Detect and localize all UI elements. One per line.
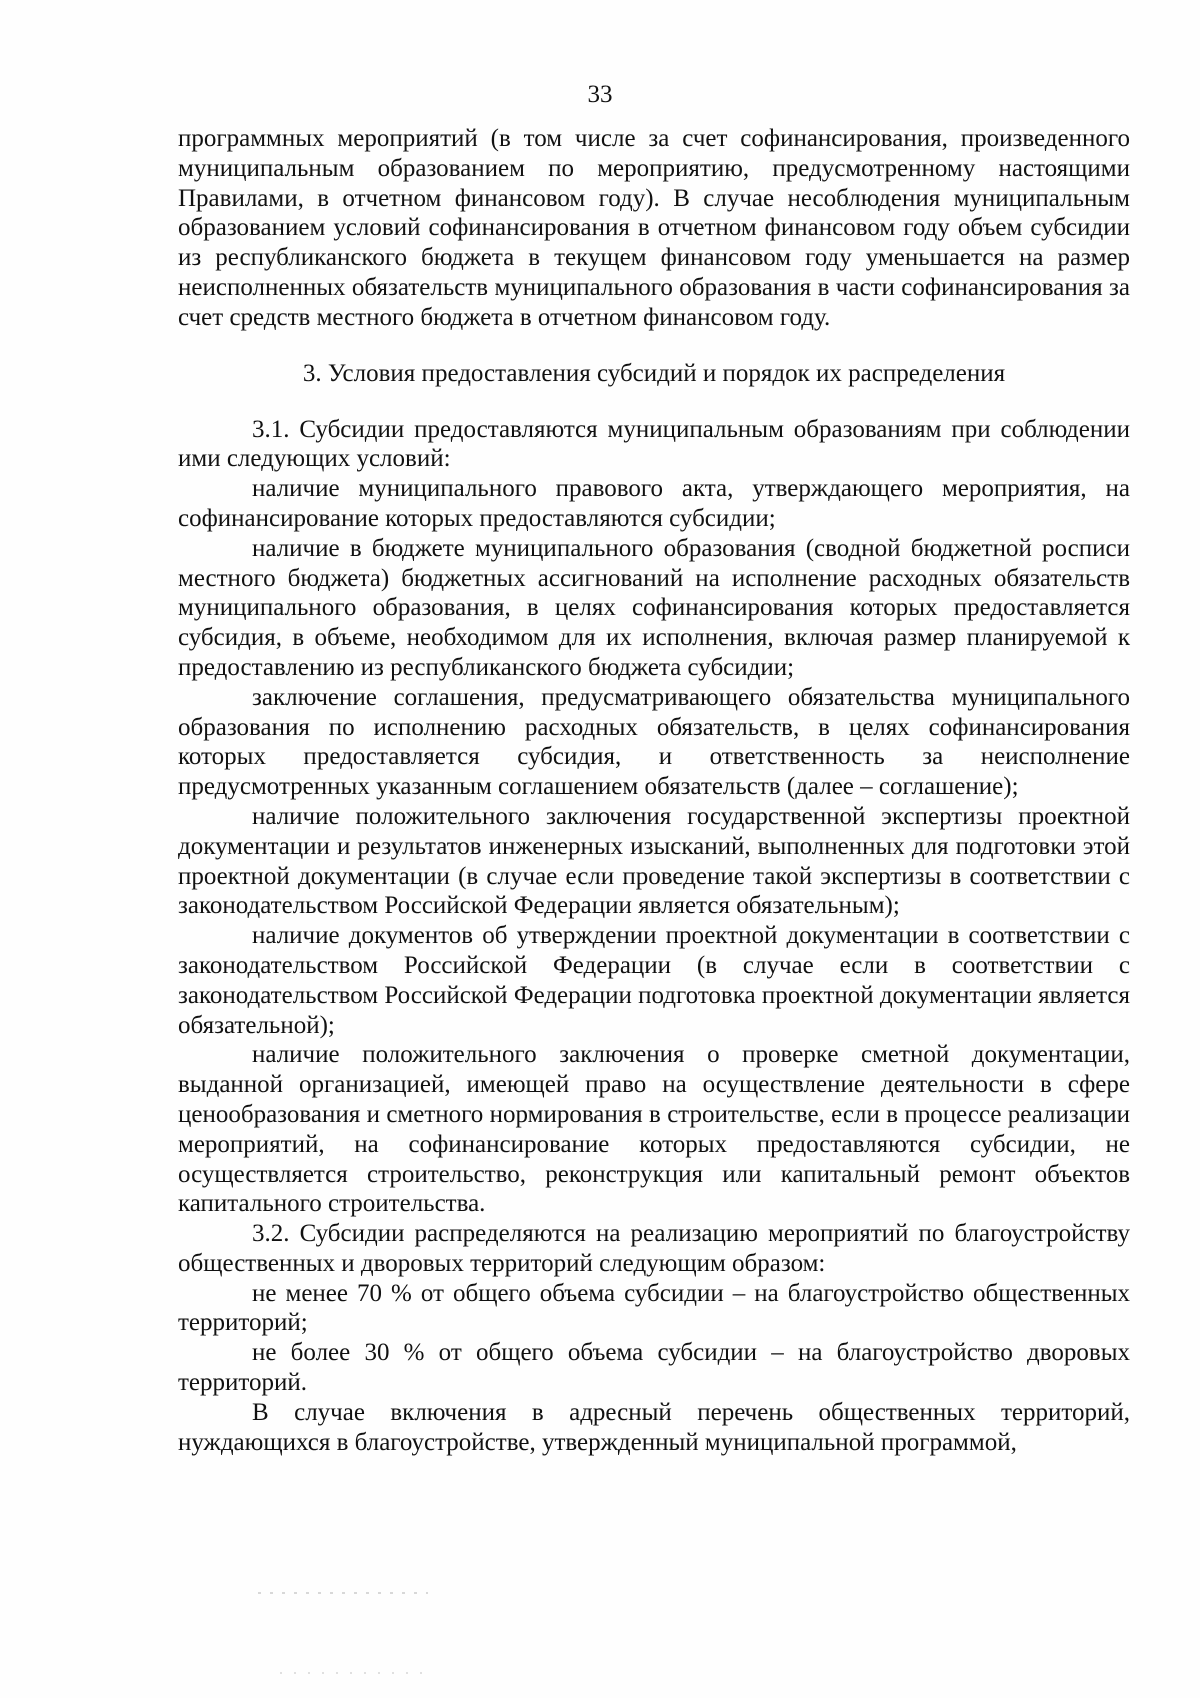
scan-speckle — [280, 1672, 430, 1674]
condition-estimate-check: наличие положительного заключения о проверке сметной документации, выданной организацией, имеющей право на осуществление деятельности в сфере ценообразования и сметного нормирования в строительстве, если в процессе реализации мероприятий, на софинансирование которых предоставляются субсидии, не осуществляется строительство, реконструкция или капитальный ремонт объектов капитального строительства. — [178, 1041, 1130, 1218]
condition-legal-act: наличие муниципального правового акта, утверждающего мероприятия, на софинансирование которых предоставляются субсидии; — [178, 475, 1130, 532]
condition-budget-allocations: наличие в бюджете муниципального образования (сводной бюджетной росписи местного бюджета) бюджетных ассигнований на исполнение расходных обязательств муниципального образования, в целях софинансирования которых предоставляется субсидия, в объеме, необходимом для их исполнения, включая размер планируемой к предоставлению из республиканского бюджета субсидии; — [178, 534, 1130, 681]
section-heading: 3. Условия предоставления субсидий и порядок их распределения — [302, 359, 1006, 387]
condition-state-expertise: наличие положительного заключения государственной экспертизы проектной документации и результатов инженерных изысканий, выполненных для подготовки этой проектной документации (в случае если проведение такой экспертизы в соответствии с законодательством Российской Федерации является обязательным); — [178, 802, 1130, 920]
clause-3-2: 3.2. Субсидии распределяются на реализацию мероприятий по благоустройству общественных и дворовых территорий следующим образом: — [178, 1220, 1130, 1277]
distribution-yard-territories: не более 30 % от общего объема субсидии – на благоустройство дворовых территорий. — [178, 1339, 1130, 1397]
page-number: 33 — [587, 81, 613, 108]
document-body — [178, 124, 1130, 1457]
condition-agreement: заключение соглашения, предусматривающего обязательства муниципального образования по исполнению расходных обязательств, в целях софинансирования которых предоставляется субсидия, и ответственность за неисполнение предусмотренных указанным соглашением обязательств (далее – соглашение); — [178, 683, 1130, 801]
condition-project-documents: наличие документов об утверждении проектной документации в соответствии с законодательством Российской Федерации (в случае если в соответствии с законодательством Российской Федерации подготовка проектной документации является обязательной); — [178, 922, 1130, 1039]
scan-speckle — [258, 1592, 428, 1594]
paragraph-address-list: В случае включения в адресный перечень общественных территорий, нуждающихся в благоустройстве, утвержденный муниципальной программой, — [178, 1398, 1130, 1456]
clause-3-1: 3.1. Субсидии предоставляются муниципальным образованиям при соблюдении ими следующих условий: — [178, 415, 1130, 473]
distribution-public-territories: не менее 70 % от общего объема субсидии – на благоустройство общественных территорий; — [178, 1279, 1130, 1337]
paragraph-continuation: программных мероприятий (в том числе за счет софинансирования, произведенного муниципальным образованием по мероприятию, предусмотренному настоящими Правилами, в отчетном финансовом году). В случае несоблюдения муниципальным образованием условий софинансирования в отчетном финансовом году объем субсидии из республиканского бюджета в текущем финансовом году уменьшается на размер неисполненных обязательств муниципального образования в части софинансирования за счет средств местного бюджета в отчетном финансовом году. — [178, 125, 1130, 331]
